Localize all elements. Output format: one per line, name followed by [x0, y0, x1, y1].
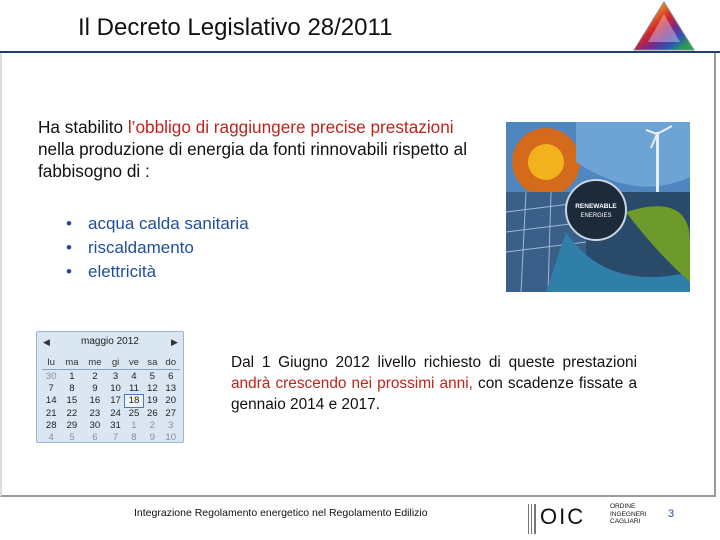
calendar-day[interactable]: 8 — [131, 432, 137, 444]
chevron-right-icon[interactable]: ▶ — [171, 337, 178, 347]
calendar-day[interactable]: 16 — [89, 395, 101, 407]
deadline-note — [231, 352, 637, 415]
weekday-label: do — [162, 356, 180, 370]
calendar-day[interactable]: 4 — [48, 432, 54, 444]
calendar-day[interactable]: 10 — [165, 432, 177, 444]
weekday-label: sa — [143, 356, 161, 370]
prism-logo-icon — [632, 0, 696, 52]
calendar-day[interactable]: 2 — [149, 419, 155, 431]
intro-paragraph — [38, 116, 478, 182]
calendar-header — [37, 335, 185, 351]
energy-needs-list — [66, 212, 249, 284]
calendar-day[interactable]: 20 — [165, 395, 177, 407]
intro-tail: nella produzione di energia da fonti rinnovabili rispetto al fabbisogno di : — [38, 139, 468, 181]
weekday-label: lu — [42, 356, 60, 370]
footer-text: Integrazione Regolamento energetico nel Regolamento Edilizio — [134, 507, 428, 519]
calendar-month: maggio 2012 — [81, 336, 139, 347]
slide-title: Il Decreto Legislativo 28/2011 — [78, 14, 393, 41]
calendar-day[interactable]: 3 — [112, 370, 119, 382]
calendar-day[interactable]: 7 — [48, 382, 54, 394]
calendar-day[interactable]: 29 — [66, 419, 78, 431]
logo-organization: ORDINE INGEGNERI CAGLIARI — [610, 503, 647, 525]
calendar-day[interactable]: 15 — [66, 395, 78, 407]
calendar-day[interactable]: 7 — [112, 432, 119, 444]
intro-highlight: l’obbligo di raggiungere precise prestazioni — [127, 117, 454, 137]
calendar-day[interactable]: 25 — [128, 407, 140, 419]
calendar-day[interactable]: 27 — [165, 407, 177, 419]
calendar-day[interactable]: 8 — [69, 382, 75, 394]
calendar-day[interactable]: 12 — [147, 382, 158, 394]
note-highlight: andrà crescendo nei prossimi anni, — [231, 375, 473, 392]
oic-logo — [528, 500, 647, 536]
renewable-energies-image — [506, 122, 690, 292]
svg-text:ENERGIES: ENERGIES — [580, 213, 612, 219]
calendar-day[interactable]: 5 — [149, 370, 155, 382]
weekday-label: ma — [60, 356, 83, 370]
list-item: • riscaldamento — [66, 236, 249, 260]
calendar-day[interactable]: 28 — [45, 419, 57, 431]
bullet-icon: • — [66, 214, 72, 233]
chevron-left-icon[interactable]: ◀ — [43, 337, 50, 347]
calendar-grid — [42, 356, 180, 444]
svg-text:RENEWABLE: RENEWABLE — [575, 203, 617, 210]
calendar-day[interactable]: 3 — [168, 419, 174, 431]
calendar-day[interactable]: 24 — [110, 407, 121, 419]
calendar-day[interactable]: 17 — [110, 395, 121, 407]
calendar-day[interactable]: 1 — [69, 370, 75, 382]
page-number: 3 — [668, 508, 675, 520]
bullet-icon: • — [66, 262, 72, 281]
note-lead: Dal 1 Giugno 2012 livello richiesto di queste prestazioni — [231, 354, 637, 371]
calendar-day[interactable]: 5 — [69, 432, 75, 444]
calendar-day[interactable]: 11 — [128, 382, 139, 394]
logo-text: OIC — [540, 504, 586, 529]
calendar-day-today[interactable]: 18 — [125, 395, 143, 407]
list-item: • elettricità — [66, 260, 249, 284]
calendar-day[interactable]: 4 — [131, 370, 137, 382]
calendar-day[interactable]: 2 — [92, 370, 98, 382]
calendar-day[interactable]: 6 — [168, 370, 174, 382]
calendar-day[interactable]: 30 — [45, 370, 57, 382]
calendar-day[interactable]: 19 — [147, 395, 158, 407]
calendar-day[interactable]: 30 — [89, 419, 101, 431]
calendar-day[interactable]: 26 — [147, 407, 158, 419]
bullet-icon: • — [66, 238, 72, 257]
calendar-day[interactable]: 6 — [92, 432, 98, 444]
calendar-day[interactable]: 9 — [92, 382, 98, 394]
calendar-day[interactable]: 9 — [149, 432, 155, 444]
calendar-day[interactable]: 10 — [110, 382, 121, 394]
calendar-day[interactable]: 13 — [165, 382, 177, 394]
calendar-day[interactable]: 1 — [131, 419, 137, 431]
intro-lead: Ha stabilito — [38, 117, 128, 137]
weekday-label: me — [83, 356, 106, 370]
calendar-day[interactable]: 14 — [45, 395, 57, 407]
calendar-widget — [36, 331, 184, 443]
weekday-label: gi — [106, 356, 124, 370]
calendar-day[interactable]: 21 — [45, 407, 57, 419]
calendar-day[interactable]: 23 — [89, 407, 101, 419]
weekday-label: ve — [125, 356, 143, 370]
calendar-day[interactable]: 31 — [110, 419, 121, 431]
barcode-icon — [528, 504, 538, 534]
note-tail: con scadenze fissate a gennaio 2014 e 2017. — [231, 375, 637, 413]
list-item: • acqua calda sanitaria — [66, 212, 249, 236]
calendar-day[interactable]: 22 — [66, 407, 78, 419]
